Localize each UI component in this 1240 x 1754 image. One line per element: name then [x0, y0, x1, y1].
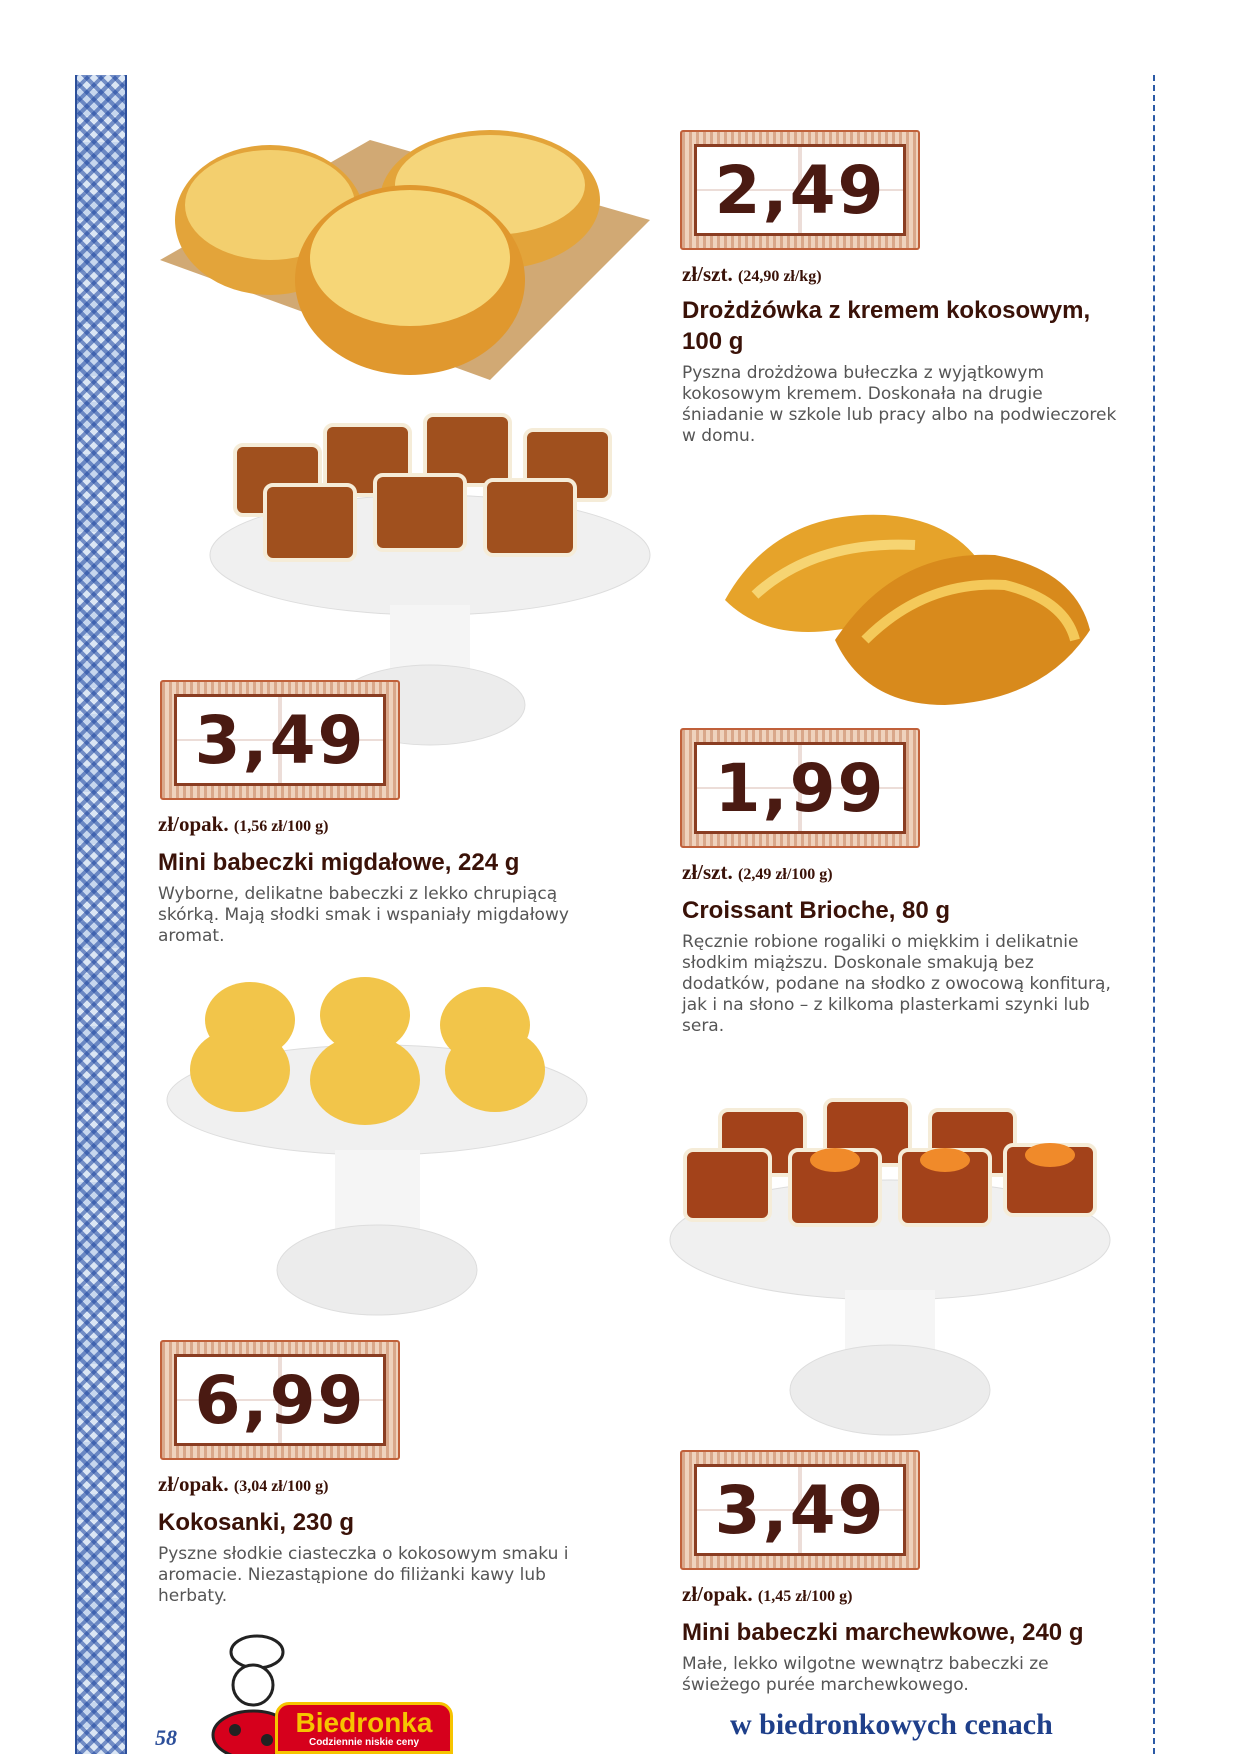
- page-edge-rule: [1153, 75, 1155, 1754]
- kokosanki-photo: [165, 970, 590, 1320]
- unit-price: zł/szt. (2,49 zł/100 g): [682, 860, 833, 884]
- price-value: 1,99: [714, 749, 886, 827]
- price-tag: [160, 680, 400, 800]
- carrot-cupcakes-photo: [665, 1090, 1115, 1440]
- unit-price: zł/opak. (1,56 zł/100 g): [158, 812, 329, 836]
- product-info: [682, 1582, 1122, 1696]
- price-tag: [680, 728, 920, 848]
- product-info: [158, 1472, 598, 1607]
- price-tag: [680, 1450, 920, 1570]
- product-name: Kokosanki, 230 g: [158, 1509, 355, 1536]
- price-value: 3,49: [194, 701, 366, 779]
- product-name: Croissant Brioche, 80 g: [682, 897, 951, 924]
- product-info: [682, 860, 1122, 1037]
- product-name: Drożdżówka z kremem kokosowym, 100 g: [682, 297, 1091, 355]
- product-description: Pyszna drożdżowa bułeczka z wyjątkowym kokosowym kremem. Doskonała na drugie śniadanie w szkole lub pracy albo na podwieczorek w domu.: [682, 363, 1117, 446]
- price-value: 3,49: [714, 1471, 886, 1549]
- product-description: Małe, lekko wilgotne wewnątrz babeczki ze świeżego purée marchewkowego.: [682, 1654, 1049, 1695]
- croissant-photo: [715, 490, 1095, 715]
- price-value: 6,99: [194, 1361, 366, 1439]
- brand-name: Biedronka: [295, 1707, 433, 1738]
- biedronka-logo: [205, 1630, 465, 1754]
- brand-tagline: Codziennie niskie ceny: [308, 1737, 420, 1748]
- product-name: Mini babeczki marchewkowe, 240 g: [682, 1619, 1084, 1646]
- price-value: 2,49: [714, 151, 886, 229]
- product-description: Ręcznie robione rogaliki o miękkim i delikatnie słodkim miąższu. Doskonale smakują bez dodatków, podane na słodko z owocową konfiturą, jak i na słono – z kilkoma plasterkami szynki lub sera.: [682, 932, 1111, 1036]
- decorative-tile-border: [75, 75, 127, 1754]
- unit-price: zł/opak. (1,45 zł/100 g): [682, 1582, 853, 1606]
- page-number: 58: [155, 1725, 177, 1750]
- coconut-bun-photo: [160, 110, 660, 390]
- product-name: Mini babeczki migdałowe, 224 g: [158, 849, 520, 876]
- price-tag: [680, 130, 920, 250]
- unit-price: zł/opak. (3,04 zł/100 g): [158, 1472, 329, 1496]
- price-tag: [160, 1340, 400, 1460]
- brand-badge: [275, 1702, 453, 1754]
- product-info: [158, 812, 598, 947]
- product-info: [682, 262, 1122, 447]
- product-description: Pyszne słodkie ciasteczka o kokosowym smaku i aromacie. Niezastąpione do filiżanki kawy lub herbaty.: [158, 1544, 569, 1606]
- unit-price: zł/szt. (24,90 zł/kg): [682, 262, 822, 286]
- product-description: Wyborne, delikatne babeczki z lekko chrupiącą skórką. Mają słodki smak i wspaniały migdałowy aromat.: [158, 884, 569, 946]
- slogan: w biedronkowych cenach: [730, 1708, 1053, 1741]
